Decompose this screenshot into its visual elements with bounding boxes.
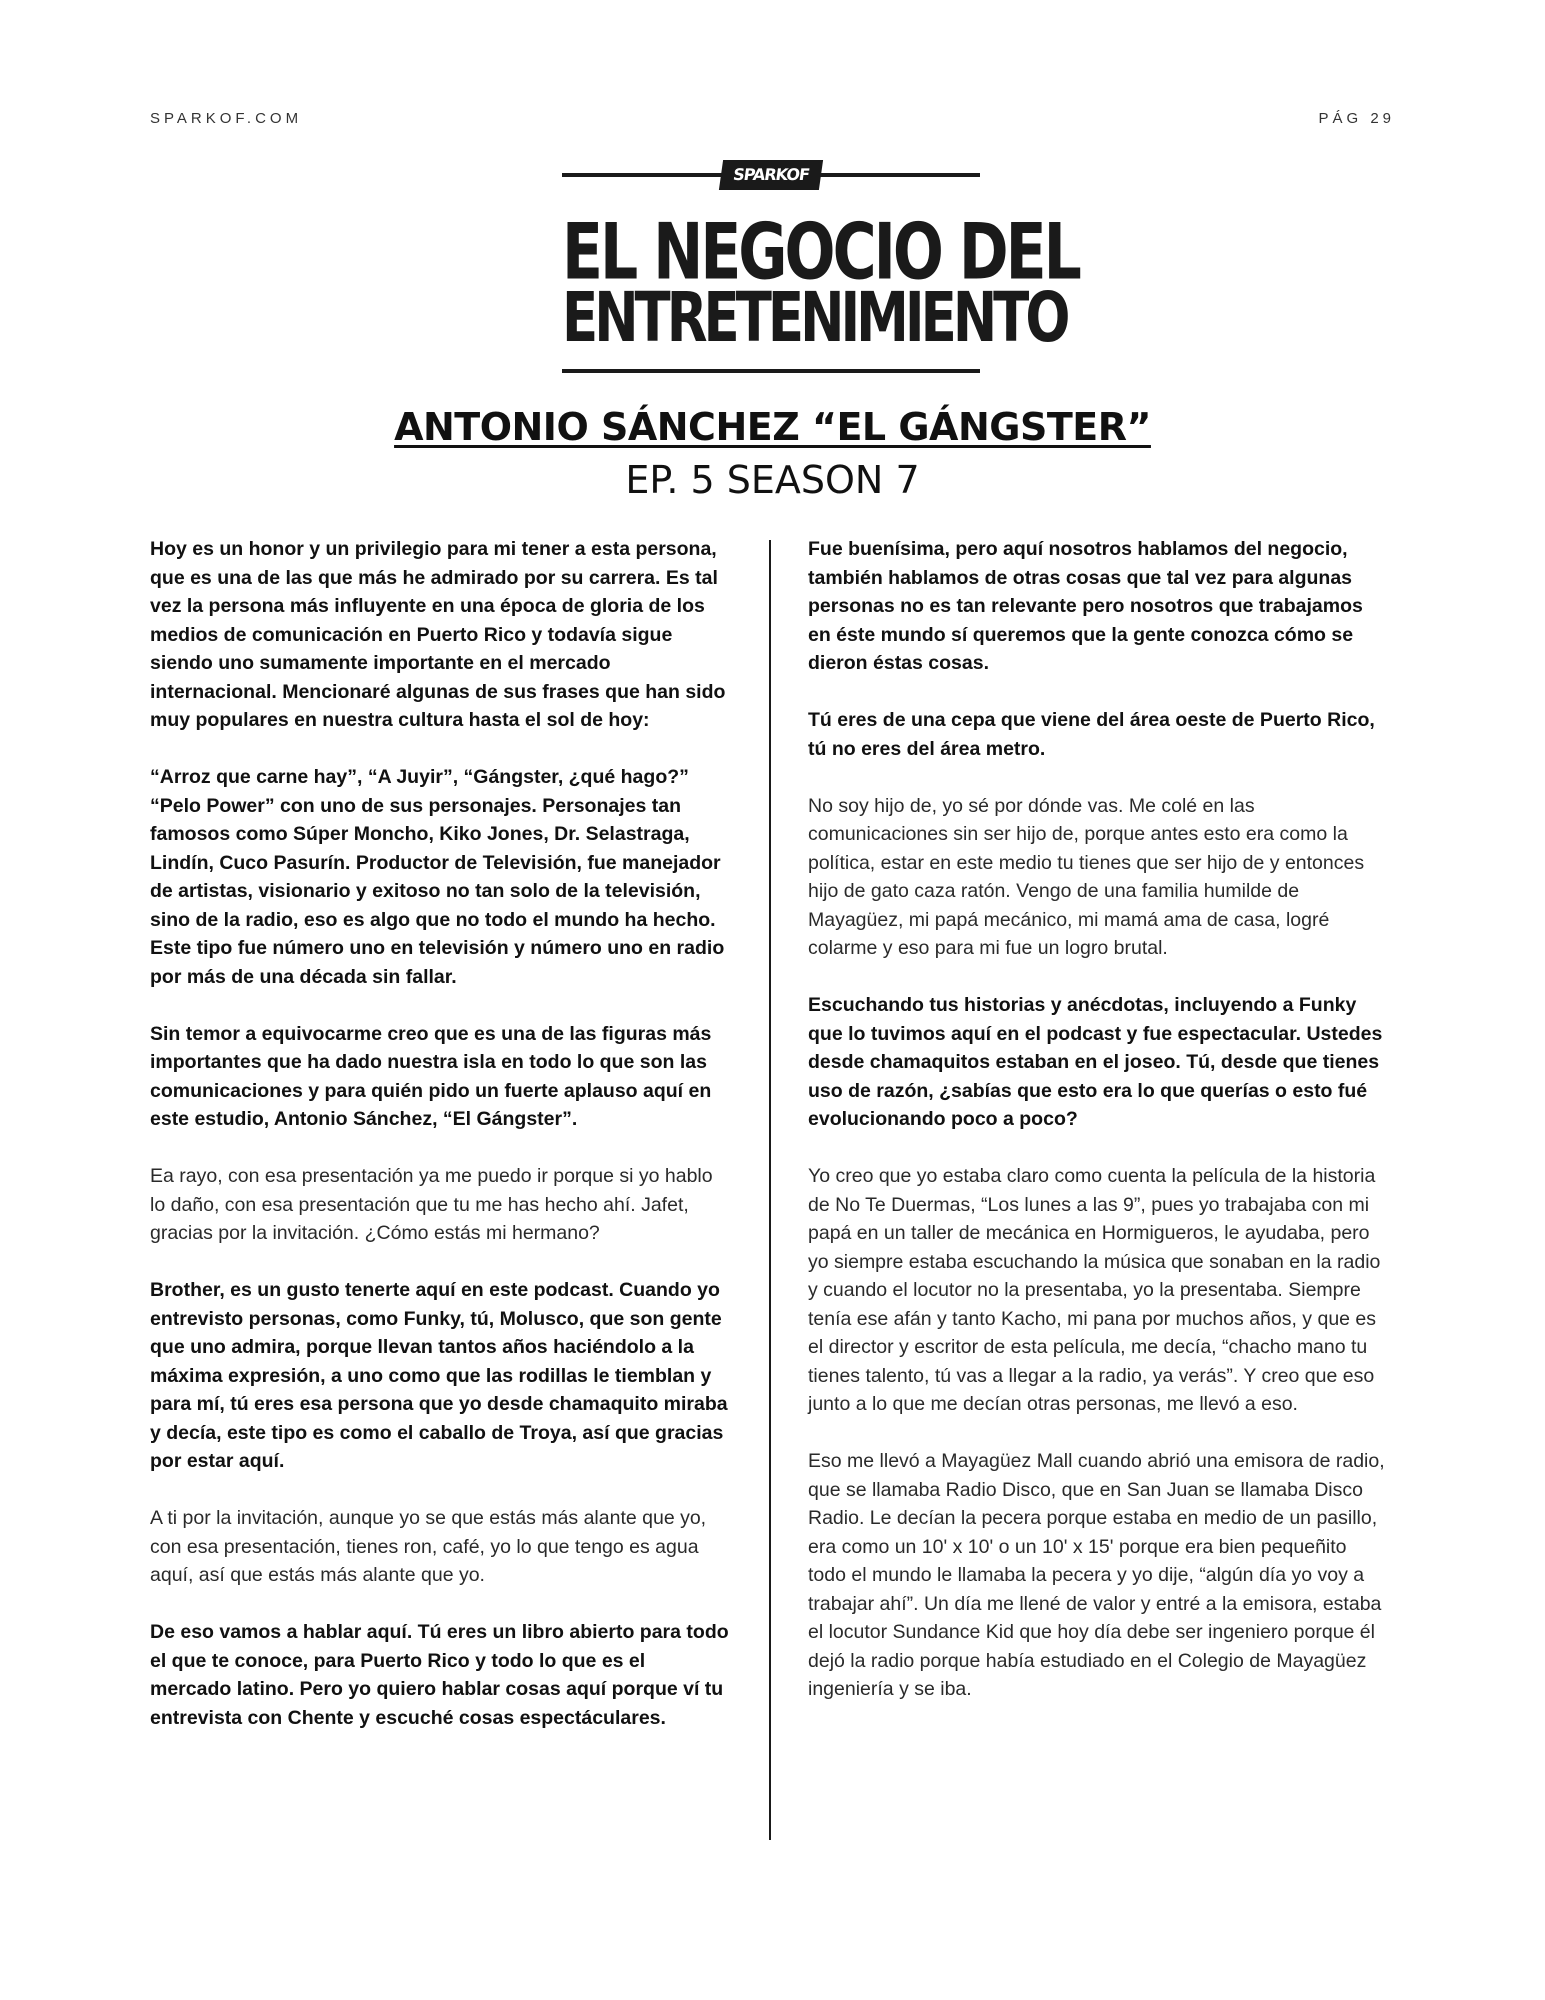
logo-badge: SPARKOF: [719, 160, 823, 190]
guest-paragraph: Yo creo que yo estaba claro como cuenta la película de la historia de No Te Duermas, “Los lunes a las 9”, pues yo trabajaba con mi papá en un taller de mecánica en Hormigueros, le ayudaba, pero yo siempre estaba escuchando la música que sonaban en la radio y cuando el locutor no la presentaba, yo la presentaba. Siempre tenía ese afán y tanto Kacho, mi pana por muchos años, y que es el director y escritor de esta película, me decía, “chacho mano tu tienes talento, tú vas a llegar a la radio, ya verás”. Y creo que eso junto a lo que me decían otras personas, me llevó a eso.: [808, 1165, 1381, 1415]
logo-line-2: ENTRETENIMIENTO: [562, 278, 1067, 358]
interviewer-paragraph: Brother, es un gusto tenerte aquí en este podcast. Cuando yo entrevisto personas, como Funky, tú, Molusco, que son gente que uno admira, porque llevan tantos años haciéndolo a la máxima expresión, a uno como que las rodillas le tiemblan y para mí, tú eres esa persona que yo desde chamaquito miraba y decía, este tipo es como el caballo de Troya, así que gracias por estar aquí.: [150, 1279, 728, 1472]
interviewer-paragraph: Escuchando tus historias y anécdotas, incluyendo a Funky que lo tuvimos aquí en el podcast y fue espectacular. Ustedes desde chamaquitos estaban en el joseo. Tú, desde que tienes uso de razón, ¿sabías que esto era lo que querías o esto fué evolucionando poco a poco?: [808, 994, 1383, 1130]
logo-bottom-rule: [562, 369, 980, 373]
guest-paragraph: A ti por la invitación, aunque yo se que estás más alante que yo, con esa presentación, tienes ron, café, yo lo que tengo es agua aquí, así que estás más alante que yo.: [150, 1507, 707, 1586]
site-url: SPARKOF.COM: [150, 110, 303, 127]
interviewer-paragraph: De eso vamos a hablar aquí. Tú eres un libro abierto para todo el que te conoce, para Puerto Rico y todo lo que es el mercado latino. Pero yo quiero hablar cosas aquí porque ví tu entrevista con Chente y escuché cosas espectáculares.: [150, 1621, 729, 1729]
column-divider: [769, 540, 771, 1840]
interviewer-paragraph: Fue buenísima, pero aquí nosotros hablamos del negocio, también hablamos de otras cosas que tal vez para algunas personas no es tan relevante pero nosotros que trabajamos en éste mundo sí queremos que la gente conozca cómo se dieron éstas cosas.: [808, 538, 1363, 674]
podcast-logo: [562, 160, 1079, 375]
right-column: [808, 535, 1388, 1732]
article-title: ANTONIO SÁNCHEZ “EL GÁNGSTER”: [394, 405, 1151, 449]
episode-subtitle: EP. 5 SEASON 7: [625, 458, 920, 502]
guest-paragraph: No soy hijo de, yo sé por dónde vas. Me colé en las comunicaciones sin ser hijo de, porque antes esto era como la política, estar en este medio tu tienes que ser hijo de y entonces hijo de gato caza ratón. Vengo de una familia humilde de Mayagüez, mi papá mecánico, mi mamá ama de casa, logré colarme y eso para mi fue un logro brutal.: [808, 794, 1365, 959]
interviewer-paragraph: Hoy es un honor y un privilegio para mi tener a esta persona, que es una de las que más he admirado por su carrera. Es tal vez la persona más influyente en una época de gloria de los medios de comunicación en Puerto Rico y todavía sigue siendo uno sumamente importante en el mercado internacional. Mencionaré algunas de sus frases que han sido muy populares en nuestra cultura hasta el sol de hoy:: [150, 538, 726, 731]
interviewer-paragraph: Tú eres de una cepa que viene del área oeste de Puerto Rico, tú no eres del área metro.: [808, 709, 1375, 760]
interviewer-paragraph: Sin temor a equivocarme creo que es una de las figuras más importantes que ha dado nuestra isla en todo lo que son las comunicaciones y para quién pido un fuerte aplauso aquí en este estudio, Antonio Sánchez, “El Gángster”.: [150, 1022, 712, 1130]
page-header: [150, 110, 1395, 134]
interviewer-paragraph: “Arroz que carne hay”, “A Juyir”, “Gángster, ¿qué hago?” “Pelo Power” con uno de sus personajes. Personajes tan famosos como Súper Moncho, Kiko Jones, Dr. Selastraga, Lindín, Cuco Pasurín. Productor de Televisión, fue manejador de artistas, visionario y exitoso no tan solo de la televisión, sino de la radio, eso es algo que no todo el mundo ha hecho. Este tipo fue número uno en televisión y número uno en radio por más de una década sin fallar.: [150, 766, 725, 988]
guest-paragraph: Eso me llevó a Mayagüez Mall cuando abrió una emisora de radio, que se llamaba Radio Disco, que en San Juan se llamaba Disco Radio. Le decían la pecera porque estaba en medio de un pasillo, era como un 10' x 10' o un 10' x 15' porque era bien pequeñito todo el mundo le llamaba la pecera y yo dije, “algún día yo voy a trabajar ahí”. Un día me llené de valor y entré a la emisora, estaba el locutor Sundance Kid que hoy día debe ser ingeniero porque él dejó la radio porque había estudiado en el Colegio de Mayagüez ingeniería y se iba.: [808, 1450, 1385, 1700]
page-number: PÁG 29: [1318, 110, 1395, 127]
logo-line-1: EL NEGOCIO DEL: [562, 207, 1079, 299]
guest-paragraph: Ea rayo, con esa presentación ya me puedo ir porque si yo hablo lo daño, con esa presentación que tu me has hecho ahí. Jafet, gracias por la invitación. ¿Cómo estás mi hermano?: [150, 1165, 713, 1244]
left-column: [150, 535, 730, 1761]
